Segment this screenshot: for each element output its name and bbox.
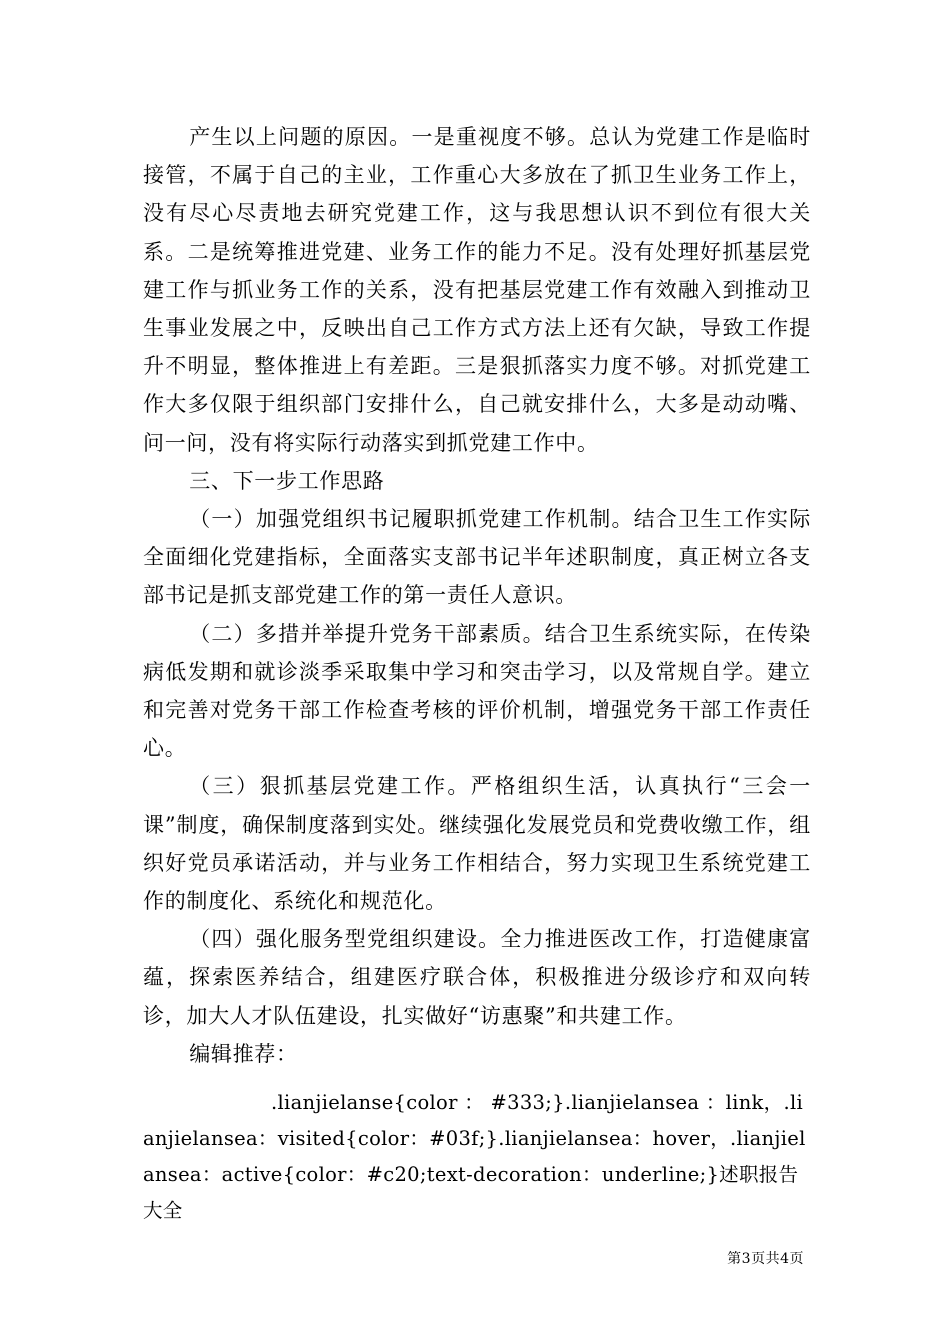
paragraph-item-2: （二）多措并举提升党务干部素质。结合卫生系统实际，在传染病低发期和就诊淡季采取集中学习和突击学习，以及常规自学。建立和完善对党务干部工作检查考核的评价机制，增强党务干部工作责任心。: [143, 621, 811, 761]
paragraph-item-4: （四）强化服务型党组织建设。全力推进医改工作，打造健康富蕴，探索医养结合，组建医疗联合体，积极推进分级诊疗和双向转诊，加大人才队伍建设，扎实做好“访惠聚”和共建工作。: [143, 927, 811, 1028]
page-number-footer: 第3页共4页: [727, 1251, 804, 1267]
document-body: [143, 118, 811, 1229]
css-code-snippet: [143, 1085, 811, 1229]
editor-recommendation-label: 编辑推荐：: [189, 1041, 298, 1066]
paragraph-item-3: （三）狠抓基层党建工作。严格组织生活，认真执行“三会一课”制度，确保制度落到实处。继续强化发展党员和党费收缴工作，组织好党员承诺活动，并与业务工作相结合，努力实现卫生系统党建工作的制度化、系统化和规范化。: [143, 774, 811, 914]
paragraph-item-1: （一）加强党组织书记履职抓党建工作机制。结合卫生工作实际全面细化党建指标，全面落实支部书记半年述职制度，真正树立各支部书记是抓支部党建工作的第一责任人意识。: [143, 507, 811, 608]
paragraph-causes: 产生以上问题的原因。一是重视度不够。总认为党建工作是临时接管，不属于自己的主业，工作重心大多放在了抓卫生业务工作上，没有尽心尽责地去研究党建工作，这与我思想认识不到位有很大关系。二是统筹推进党建、业务工作的能力不足。没有处理好抓基层党建工作与抓业务工作的关系，没有把基层党建工作有效融入到推动卫生事业发展之中，反映出自己工作方式方法上还有欠缺，导致工作提升不明显，整体推进上有差距。三是狠抓落实力度不够。对抓党建工作大多仅限于组织部门安排什么，自己就安排什么，大多是动动嘴、问一问，没有将实际行动落实到抓党建工作中。: [143, 125, 811, 455]
css-code-text: .lianjielanse{color ： #333;}.lianjielansea ：link，.lianjielansea：visited{color：#03f;}.lianjielansea：hover，.lianjielansea：active{color：#c20;text-decoration：underline;}述职报告大全: [143, 1091, 806, 1223]
section-heading-next-steps: 三、下一步工作思路: [189, 468, 385, 493]
